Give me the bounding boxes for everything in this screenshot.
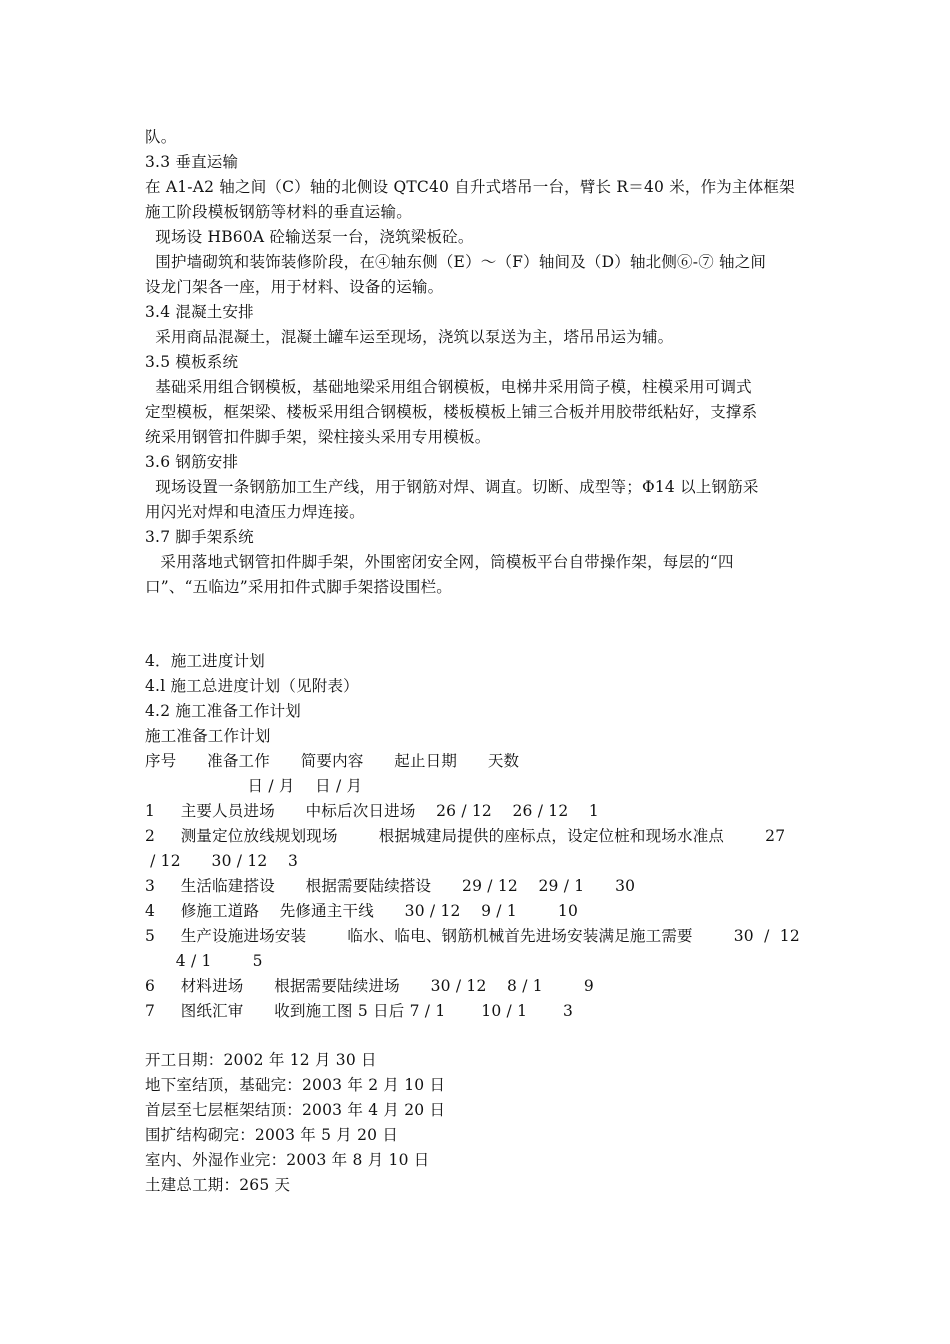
text-line: 采用落地式钢管扣件脚手架，外围密闭安全网，筒模板平台自带操作架，每层的“四 — [145, 553, 734, 571]
section-heading-3-6: 3.6 钢筋安排 — [145, 453, 239, 471]
text-line: 在 A1-A2 轴之间（C）轴的北侧设 QTC40 自升式塔吊一台，臂长 R＝40 米，作为主体框架 — [145, 178, 795, 196]
plan-row-continued: 4 / 1 5 — [145, 952, 263, 970]
section-heading-3-7: 3.7 脚手架系统 — [145, 528, 254, 546]
text-line: 口”、“五临边”采用扣件式脚手架搭设围栏。 — [145, 578, 452, 596]
text-line: 队。 — [145, 128, 177, 146]
plan-header-row: 序号 准备工作 简要内容 起止日期 天数 — [145, 752, 520, 770]
text-line: 现场设 HB60A 砼输送泵一台，浇筑梁板砼。 — [145, 228, 474, 246]
text-line: 统采用钢管扣件脚手架，梁柱接头采用专用模板。 — [145, 428, 491, 446]
milestone-line: 土建总工期：265 天 — [145, 1176, 291, 1194]
plan-header-subrow: 日 / 月 日 / 月 — [145, 777, 363, 795]
milestone-line: 开工日期：2002 年 12 月 30 日 — [145, 1051, 377, 1069]
text-line: 用闪光对焊和电渣压力焊连接。 — [145, 503, 365, 521]
plan-title: 施工准备工作计划 — [145, 727, 271, 745]
plan-row-continued: / 12 30 / 12 3 — [145, 852, 299, 870]
plan-row: 1 主要人员进场 中标后次日进场 26 / 12 26 / 12 1 — [145, 802, 599, 820]
text-line: 采用商品混凝土，混凝土罐车运至现场，浇筑以泵送为主，塔吊吊运为辅。 — [145, 328, 674, 346]
milestone-line: 室内、外湿作业完：2003 年 8 月 10 日 — [145, 1151, 430, 1169]
milestone-line: 地下室结顶，基础完：2003 年 2 月 10 日 — [145, 1076, 446, 1094]
section-heading-3-3: 3.3 垂直运输 — [145, 153, 239, 171]
section-heading-3-5: 3.5 模板系统 — [145, 353, 239, 371]
text-line: 基础采用组合钢模板，基础地梁采用组合钢模板，电梯井采用筒子模，柱模采用可调式 — [145, 378, 752, 396]
section-heading-4-1: 4.l 施工总进度计划（见附表） — [145, 677, 359, 695]
text-line: 定型模板，框架梁、楼板采用组合钢模板，楼板模板上铺三合板并用胶带纸粘好，支撑系 — [145, 403, 758, 421]
plan-row: 2 测量定位放线规划现场 根据城建局提供的座标点，设定位桩和现场水准点 27 — [145, 827, 786, 845]
milestone-line: 首层至七层框架结顶：2003 年 4 月 20 日 — [145, 1101, 446, 1119]
milestone-line: 围扩结构砌完：2003 年 5 月 20 日 — [145, 1126, 399, 1144]
text-line: 围护墙砌筑和装饰装修阶段，在④轴东侧（E）～（F）轴间及（D）轴北侧⑥-⑦ 轴之间 — [145, 253, 767, 271]
text-line: 现场设置一条钢筋加工生产线，用于钢筋对焊、调直。切断、成型等；Φ14 以上钢筋采 — [145, 478, 759, 496]
section-heading-4: 4．施工进度计划 — [145, 652, 265, 670]
plan-row: 4 修施工道路 先修通主干线 30 / 12 9 / 1 10 — [145, 902, 579, 920]
section-heading-3-4: 3.4 混凝土安排 — [145, 303, 254, 321]
text-line: 施工阶段模板钢筋等材料的垂直运输。 — [145, 203, 412, 221]
plan-row: 5 生产设施进场安装 临水、临电、钢筋机械首先进场安装满足施工需要 30 / 12 — [145, 927, 800, 945]
plan-row: 7 图纸汇审 收到施工图 5 日后 7 / 1 10 / 1 3 — [145, 1002, 574, 1020]
plan-row: 6 材料进场 根据需要陆续进场 30 / 12 8 / 1 9 — [145, 977, 594, 995]
plan-row: 3 生活临建搭设 根据需要陆续搭设 29 / 12 29 / 1 30 — [145, 877, 636, 895]
text-line: 设龙门架各一座，用于材料、设备的运输。 — [145, 278, 444, 296]
section-heading-4-2: 4.2 施工准备工作计划 — [145, 702, 301, 720]
